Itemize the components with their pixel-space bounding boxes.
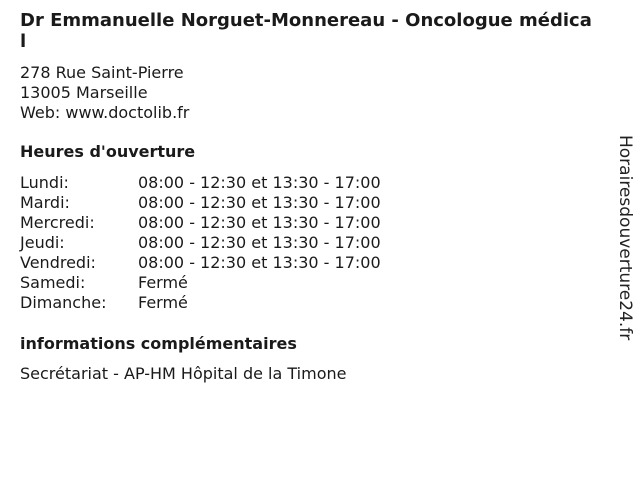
day-hours: Fermé: [138, 273, 188, 292]
hours-row-lundi: [20, 173, 610, 193]
day-label: Vendredi:: [20, 253, 96, 272]
opening-hours-heading: Heures d'ouverture: [20, 142, 196, 161]
day-hours: Fermé: [138, 293, 188, 312]
day-label: Samedi:: [20, 273, 86, 292]
day-label: Mercredi:: [20, 213, 95, 232]
additional-info-heading: informations complémentaires: [20, 334, 297, 353]
day-hours: 08:00 - 12:30 et 13:30 - 17:00: [138, 173, 381, 192]
hours-row-mardi: [20, 193, 610, 213]
listing-card: [20, 10, 610, 384]
address-street: 278 Rue Saint-Pierre: [20, 63, 184, 82]
site-watermark: Horairesdouverture24.fr: [615, 135, 635, 341]
opening-hours-table: [20, 173, 610, 313]
additional-info-text: Secrétariat - AP-HM Hôpital de la Timone: [20, 364, 347, 383]
day-label: Lundi:: [20, 173, 69, 192]
page-title: Dr Emmanuelle Norguet-Monnereau - Oncologue médical: [20, 10, 592, 52]
website-link[interactable]: Web: www.doctolib.fr: [20, 103, 190, 122]
hours-row-mercredi: [20, 213, 610, 233]
hours-row-vendredi: [20, 253, 610, 273]
day-hours: 08:00 - 12:30 et 13:30 - 17:00: [138, 253, 381, 272]
hours-row-dimanche: [20, 293, 610, 313]
day-hours: 08:00 - 12:30 et 13:30 - 17:00: [138, 213, 381, 232]
address-city: 13005 Marseille: [20, 83, 148, 102]
day-hours: 08:00 - 12:30 et 13:30 - 17:00: [138, 233, 381, 252]
day-label: Jeudi:: [20, 233, 65, 252]
day-hours: 08:00 - 12:30 et 13:30 - 17:00: [138, 193, 381, 212]
day-label: Mardi:: [20, 193, 70, 212]
hours-row-samedi: [20, 273, 610, 293]
day-label: Dimanche:: [20, 293, 107, 312]
hours-row-jeudi: [20, 233, 610, 253]
address-block: [20, 63, 610, 123]
